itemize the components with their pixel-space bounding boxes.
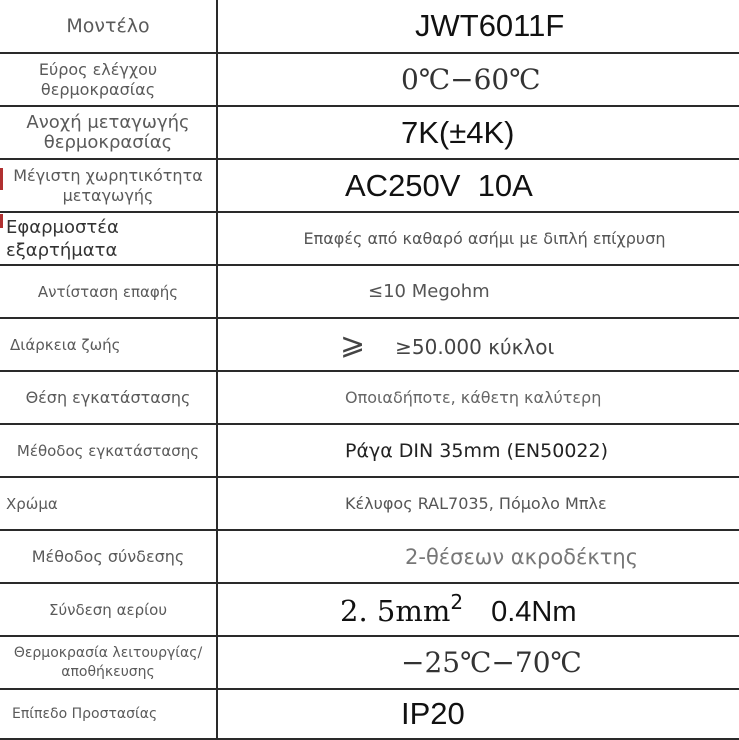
row-value-tail: 0.4Nm [491, 596, 577, 628]
row-value: ≥50.000 κύκλοι [395, 335, 555, 359]
row-value: JWT6011F [415, 8, 565, 43]
table-row [0, 106, 739, 159]
table-row [0, 371, 739, 424]
row-value: 2. 5mm [340, 594, 451, 628]
row-label: Θέση εγκατάστασης [25, 387, 191, 407]
table-row [0, 424, 739, 477]
superscript: 2 [450, 590, 464, 614]
table-row [0, 583, 739, 636]
row-label: Μοντέλο [66, 15, 150, 37]
row-label: Εύρος ελέγχου θερμοκρασίας [38, 59, 158, 99]
row-label: Επίπεδο Προστασίας [12, 706, 158, 722]
table-row [0, 530, 739, 583]
row-label: Διάρκεια ζωής [10, 335, 121, 354]
row-value: −25℃−70℃ [401, 646, 582, 679]
row-value: Κέλυφος RAL7035, Πόμολο Μπλε [345, 494, 607, 513]
row-label: Μέγιστη χωρητικότητα μεταγωγής [13, 165, 203, 205]
table-row [0, 477, 739, 530]
row-value: 2-θέσεων ακροδέκτης [405, 544, 639, 569]
table-row [0, 689, 739, 739]
table-row [0, 265, 739, 318]
row-value: Επαφές από καθαρό ασήμι με διπλή επίχρυση [303, 228, 666, 248]
row-label: Σύνδεση αερίου [48, 600, 168, 619]
row-value: IP20 [401, 696, 465, 731]
row-value: 7K(±4K) [401, 114, 515, 150]
table-row [0, 0, 739, 53]
row-label: Θερμοκρασία λειτουργίας/αποθήκευσης [13, 644, 203, 680]
row-value: AC250V 10A [345, 167, 533, 203]
row-label: Αντίσταση επαφής [37, 282, 179, 301]
row-label: Ανοχή μεταγωγής θερμοκρασίας [26, 111, 190, 153]
row-value: ≤10 Megohm [368, 281, 490, 302]
table-row [0, 318, 739, 371]
row-label: Χρώμα [6, 494, 58, 513]
row-label: Μέθοδος σύνδεσης [31, 546, 185, 566]
row-label: Εφαρμοστέα εξαρτήματα [6, 216, 119, 261]
row-label: Μέθοδος εγκατάστασης [16, 441, 200, 460]
table-row [0, 159, 739, 212]
table-row [0, 53, 739, 106]
row-value: Οποιαδήποτε, κάθετη καλύτερη [345, 388, 602, 407]
row-value: 0℃−60℃ [401, 63, 541, 96]
table-row [0, 212, 739, 265]
greater-equal-glyph: ⩾ [340, 327, 366, 362]
row-value: Ράγα DIN 35mm (EN50022) [345, 439, 608, 462]
table-row [0, 636, 739, 689]
